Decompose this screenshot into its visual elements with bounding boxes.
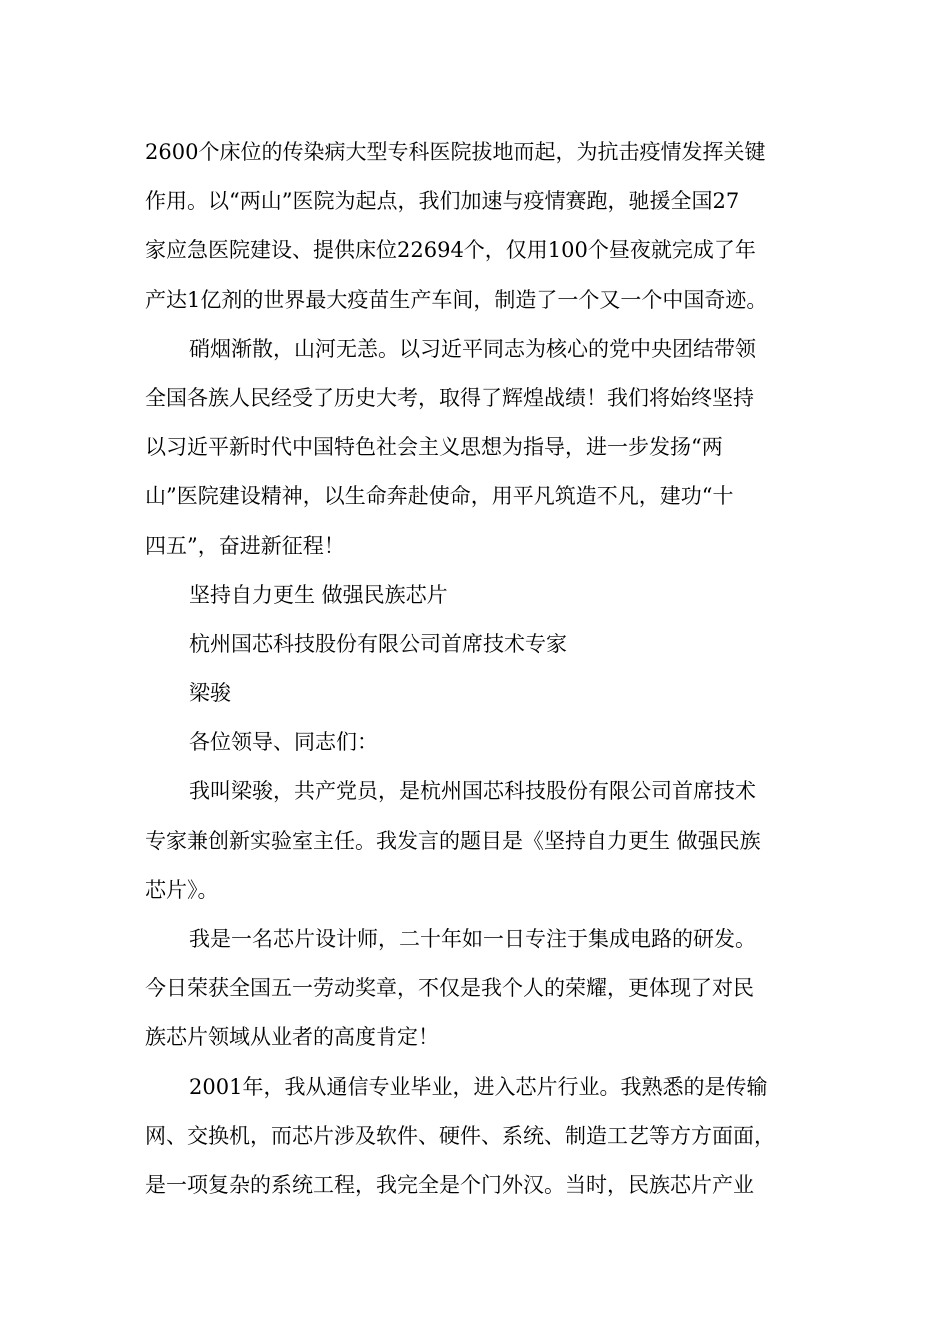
paragraph-start-line: 我是一名芯片设计师，二十年如一日专注于集成电路的研发。	[189, 927, 756, 951]
text-line: 是一项复杂的系统工程，我完全是个门外汉。当时，民族芯片产业	[145, 1172, 754, 1197]
paragraph-start-line: 2001年，我从通信专业毕业，进入芯片行业。我熟悉的是传输	[189, 1074, 768, 1099]
text-line: 四五”，奋进新征程！	[145, 533, 345, 558]
document-body	[145, 128, 835, 1210]
text-line: 2600个床位的传染病大型专科医院拔地而起，为抗击疫情发挥关键	[145, 140, 766, 164]
text-line: 芯片》。	[145, 877, 219, 902]
section-title: 坚持自力更生 做强民族芯片	[189, 582, 448, 607]
text-line: 全国各族人民经受了历史大考，取得了辉煌战绩！我们将始终坚持	[145, 385, 754, 410]
text-line: 作用。以“两山”医院为起点，我们加速与疫情赛跑，驰援全国27	[145, 189, 740, 214]
speaker-name: 梁骏	[189, 681, 231, 706]
paragraph-start-line: 我叫梁骏，共产党员，是杭州国芯科技股份有限公司首席技术	[189, 779, 756, 804]
salutation: 各位领导、同志们：	[189, 730, 378, 755]
text-line: 族芯片领域从业者的高度肯定！	[145, 1025, 439, 1050]
text-line: 专家兼创新实验室主任。我发言的题目是《坚持自力更生 做强民族	[145, 828, 761, 853]
text-line: 家应急医院建设、提供床位22694个，仅用100个昼夜就完成了年	[145, 238, 756, 263]
text-line: 产达1亿剂的世界最大疫苗生产车间，制造了一个又一个中国奇迹。	[145, 287, 768, 312]
text-line: 今日荣获全国五一劳动奖章，不仅是我个人的荣耀，更体现了对民	[145, 976, 754, 1001]
text-line: 网、交换机，而芯片涉及软件、硬件、系统、制造工艺等方方面面，	[145, 1123, 775, 1148]
text-line: 山”医院建设精神，以生命奔赴使命，用平凡筑造不凡，建功“十	[145, 484, 734, 509]
speaker-affiliation: 杭州国芯科技股份有限公司首席技术专家	[189, 631, 567, 656]
text-line: 以习近平新时代中国特色社会主义思想为指导，进一步发扬“两	[145, 435, 723, 460]
paragraph-start-line: 硝烟渐散，山河无恙。以习近平同志为核心的党中央团结带领	[189, 336, 756, 361]
